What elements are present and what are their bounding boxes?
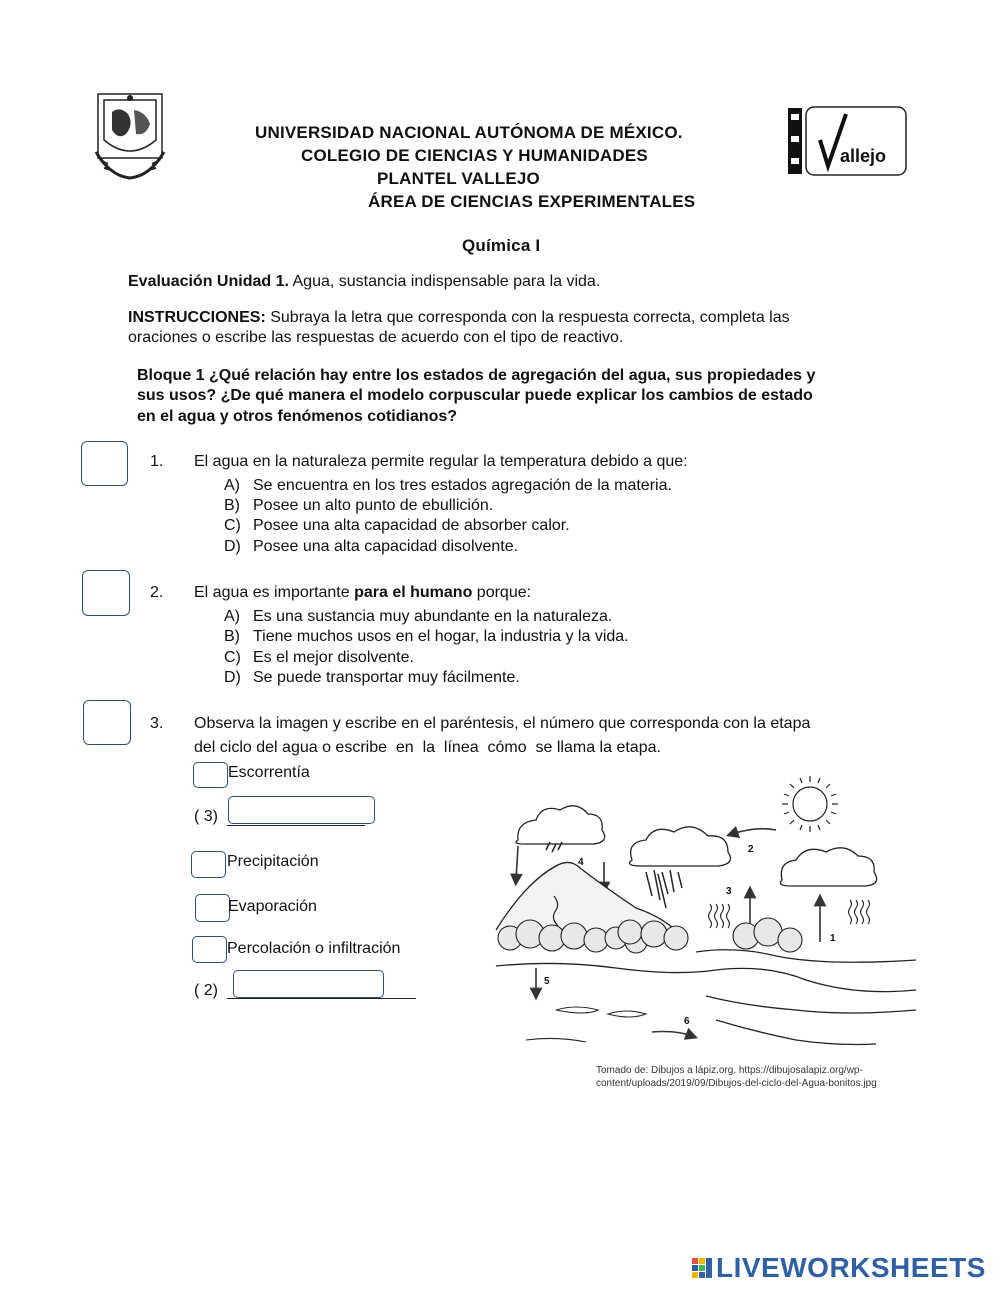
diagram-credit-line-1: Tomado de: Dibujos a lápiz.org. https://dibujosalapiz.org/wp- — [596, 1065, 863, 1076]
q2-number: 2. — [150, 584, 164, 601]
evaluation-label: Evaluación Unidad 1. — [128, 273, 289, 290]
instructions-line-2: oraciones o escribe las respuestas de acuerdo con el tipo de reactivo. — [128, 329, 624, 346]
answer-box-q1[interactable] — [81, 441, 128, 486]
q1-option-c: C) Posee una alta capacidad de absorber calor. — [224, 517, 570, 534]
q3-line-3 — [227, 825, 365, 826]
q3-text-line-2: del ciclo del agua o escribe en la línea cómo se llama la etapa. — [194, 739, 661, 756]
q1-text: El agua en la naturaleza permite regular la temperatura debido a que: — [194, 453, 688, 470]
q1-option-b: B) Posee un alto punto de ebullición. — [224, 497, 494, 514]
q3-input-stage-3[interactable] — [228, 796, 375, 824]
q2-text: El agua es importante para el humano porque: — [194, 584, 532, 601]
q2-option-c: C) Es el mejor disolvente. — [224, 649, 414, 666]
block-line-1: Bloque 1 ¿Qué relación hay entre los estados de agregación del agua, sus propiedades y — [137, 367, 816, 384]
header-line-3: PLANTEL VALLEJO — [377, 169, 540, 188]
q3-paren-2: ( 3) — [194, 808, 218, 825]
q1-option-a: A) Se encuentra en los tres estados agregación de la materia. — [224, 477, 672, 494]
instructions-label: INSTRUCCIONES: — [128, 309, 266, 326]
q1-option-d: D) Posee una alta capacidad disolvente. — [224, 538, 519, 555]
subject-title: Química I — [462, 236, 541, 255]
evaluation-line — [128, 273, 600, 291]
diagram-credit-line-2: content/uploads/2019/09/Dibujos-del-ciclo-del-Agua-bonitos.jpg — [596, 1078, 877, 1089]
block-line-3: en el agua y otros fenómenos cotidianos? — [137, 408, 458, 425]
q3-label-precipitacion: Precipitación — [227, 853, 319, 870]
q3-input-evaporacion[interactable] — [195, 894, 230, 922]
diagram-label-5: 5 — [544, 976, 550, 987]
liveworksheets-brand[interactable]: LIVEWORKSHEETS — [716, 1252, 986, 1283]
diagram-label-2: 2 — [748, 844, 754, 855]
q3-number: 3. — [150, 715, 164, 732]
diagram-label-6: 6 — [684, 1016, 690, 1027]
unam-logo — [90, 90, 170, 182]
q3-line-2 — [227, 998, 416, 999]
instructions-text-1: Subraya la letra que corresponda con la respuesta correcta, completa las — [265, 309, 790, 326]
liveworksheets-logo-icon — [692, 1258, 714, 1282]
water-cycle-diagram — [496, 770, 916, 1062]
q3-label-percolacion: Percolación o infiltración — [227, 940, 401, 957]
evaluation-text: Agua, sustancia indispensable para la vida. — [288, 273, 601, 290]
header-line-2: COLEGIO DE CIENCIAS Y HUMANIDADES — [301, 146, 648, 165]
q3-input-precipitacion[interactable] — [191, 851, 226, 878]
instructions-line-1 — [128, 309, 790, 327]
vallejo-logo-text: allejo — [840, 146, 887, 166]
q1-number: 1. — [150, 453, 164, 470]
header-line-1: UNIVERSIDAD NACIONAL AUTÓNOMA DE MÉXICO. — [255, 123, 683, 142]
q3-input-stage-2[interactable] — [233, 970, 384, 998]
q2-option-b: B) Tiene muchos usos en el hogar, la industria y la vida. — [224, 628, 629, 645]
answer-box-q3[interactable] — [83, 700, 131, 745]
answer-box-q2[interactable] — [82, 570, 130, 616]
q2-option-d: D) Se puede transportar muy fácilmente. — [224, 669, 520, 686]
q3-input-escorrentia[interactable] — [193, 762, 228, 788]
block-line-2: sus usos? ¿De qué manera el modelo corpuscular puede explicar los cambios de estado — [137, 387, 813, 404]
header-line-4: ÁREA DE CIENCIAS EXPERIMENTALES — [368, 192, 696, 211]
diagram-label-4: 4 — [578, 857, 584, 868]
q2-option-a: A) Es una sustancia muy abundante en la naturaleza. — [224, 608, 613, 625]
q3-input-percolacion[interactable] — [192, 936, 227, 963]
q3-label-escorrentia: Escorrentía — [228, 764, 310, 781]
diagram-label-1: 1 — [830, 933, 836, 944]
q3-paren-6: ( 2) — [194, 982, 218, 999]
diagram-label-3: 3 — [726, 886, 732, 897]
q3-text-line-1: Observa la imagen y escribe en el paréntesis, el número que corresponda con la etapa — [194, 715, 811, 732]
q3-label-evaporacion: Evaporación — [228, 898, 317, 915]
cch-vallejo-logo — [788, 106, 908, 176]
